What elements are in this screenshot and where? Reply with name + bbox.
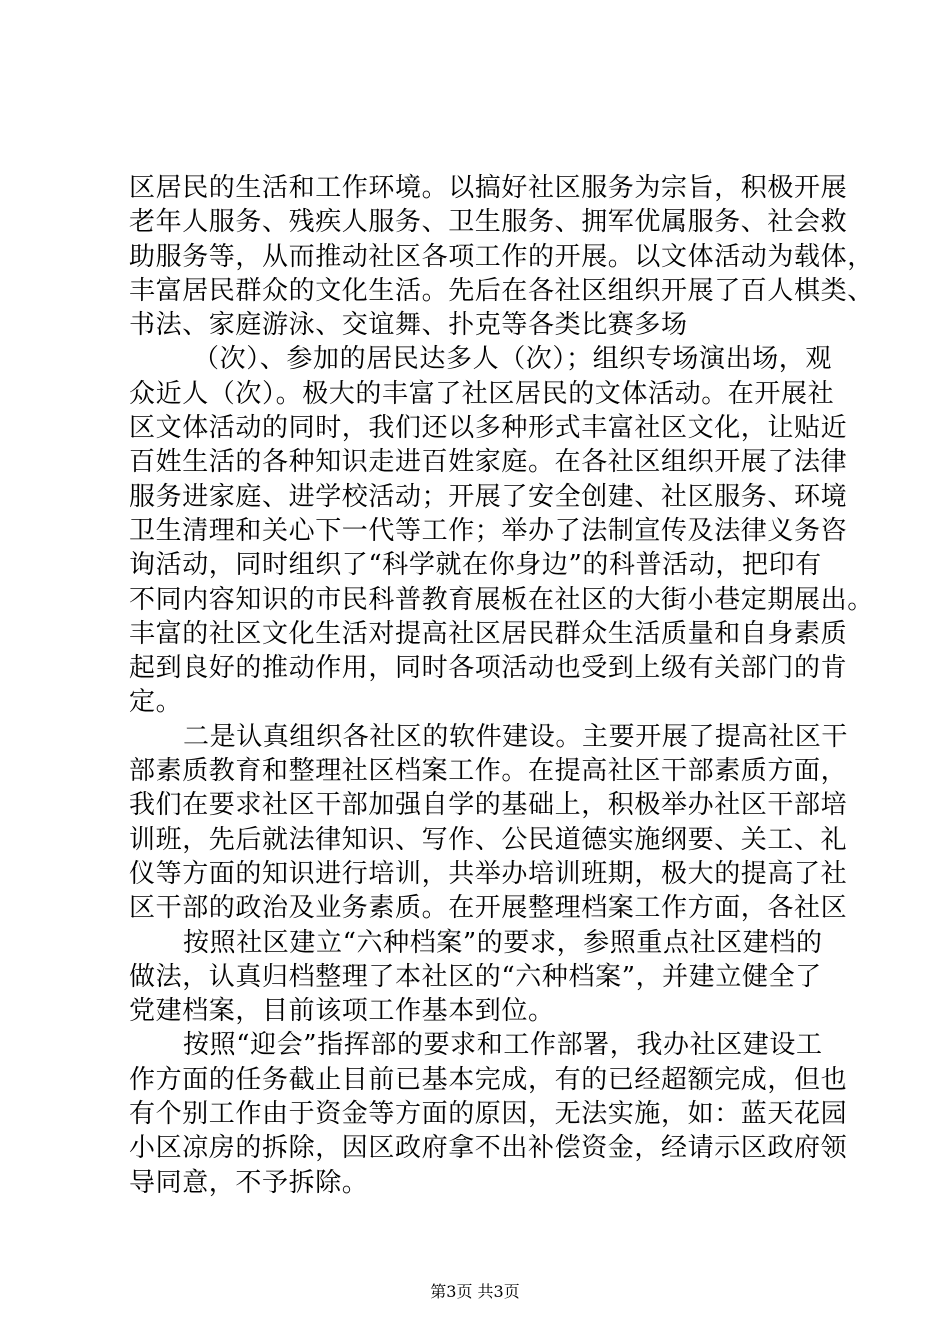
text-line: 众近人（次）。极大的丰富了社区居民的文体活动。在开展社 — [129, 378, 835, 409]
text-line: 区干部的政治及业务素质。在开展整理档案工作方面，各社区 — [129, 893, 848, 924]
text-line: 我们在要求社区干部加强自学的基础上，积极举办社区干部培 — [129, 790, 848, 821]
text-line: （次）、参加的居民达多人（次）；组织专场演出场，观 — [193, 344, 833, 375]
text-line: 百姓生活的各种知识走进百姓家庭。在各社区组织开展了法律 — [129, 447, 848, 478]
text-line: 导同意，不予拆除。 — [129, 1167, 369, 1198]
page-footer: 第3页 共3页 — [430, 1282, 520, 1301]
text-line: 训班，先后就法律知识、写作、公民道德实施纲要、关工、礼 — [129, 824, 848, 855]
text-line: 助服务等，从而推动社区各项工作的开展。以文体活动为载体， — [129, 241, 874, 272]
text-line: 卫生清理和关心下一代等工作；举办了法制宣传及法律义务咨 — [129, 515, 848, 546]
text-line: 服务进家庭、进学校活动；开展了安全创建、社区服务、环境 — [129, 481, 848, 512]
text-line: 仪等方面的知识进行培训，共举办培训班期，极大的提高了社 — [129, 858, 848, 889]
text-line: 部素质教育和整理社区档案工作。在提高社区干部素质方面， — [129, 756, 848, 787]
text-line: 小区凉房的拆除，因区政府拿不出补偿资金，经请示区政府领 — [129, 1133, 848, 1164]
text-line: 党建档案，目前该项工作基本到位。 — [129, 996, 555, 1027]
text-line: 老年人服务、残疾人服务、卫生服务、拥军优属服务、社会救 — [129, 207, 848, 238]
text-line: 有个别工作由于资金等方面的原因，无法实施，如：蓝天花园 — [129, 1099, 848, 1130]
text-line: 按照“迎会”指挥部的要求和工作部署，我办社区建设工 — [183, 1030, 823, 1061]
text-line: 作方面的任务截止目前已基本完成，有的已经超额完成，但也 — [129, 1064, 848, 1095]
text-line: 定。 — [129, 687, 183, 718]
text-line: 丰富的社区文化生活对提高社区居民群众生活质量和自身素质 — [129, 618, 848, 649]
text-line: 区文体活动的同时，我们还以多种形式丰富社区文化，让贴近 — [129, 413, 848, 444]
text-line: 按照社区建立“六种档案”的要求，参照重点社区建档的 — [183, 927, 823, 958]
text-line: 起到良好的推动作用，同时各项活动也受到上级有关部门的肯 — [129, 653, 848, 684]
text-line: 做法，认真归档整理了本社区的“六种档案”，并建立健全了 — [129, 961, 822, 992]
text-line: 区居民的生活和工作环境。以搞好社区服务为宗旨，积极开展 — [129, 173, 848, 203]
text-line: 书法、家庭游泳、交谊舞、扑克等各类比赛多场 — [129, 310, 688, 341]
text-line: 不同内容知识的市民科普教育展板在社区的大街小巷定期展出。 — [129, 584, 874, 615]
text-line: 丰富居民群众的文化生活。先后在各社区组织开展了百人棋类、 — [129, 275, 874, 306]
text-line: 询活动，同时组织了“科学就在你身边”的科普活动，把印有 — [129, 550, 822, 581]
text-line: 二是认真组织各社区的软件建设。主要开展了提高社区干 — [183, 721, 849, 752]
body-text — [129, 171, 874, 1200]
